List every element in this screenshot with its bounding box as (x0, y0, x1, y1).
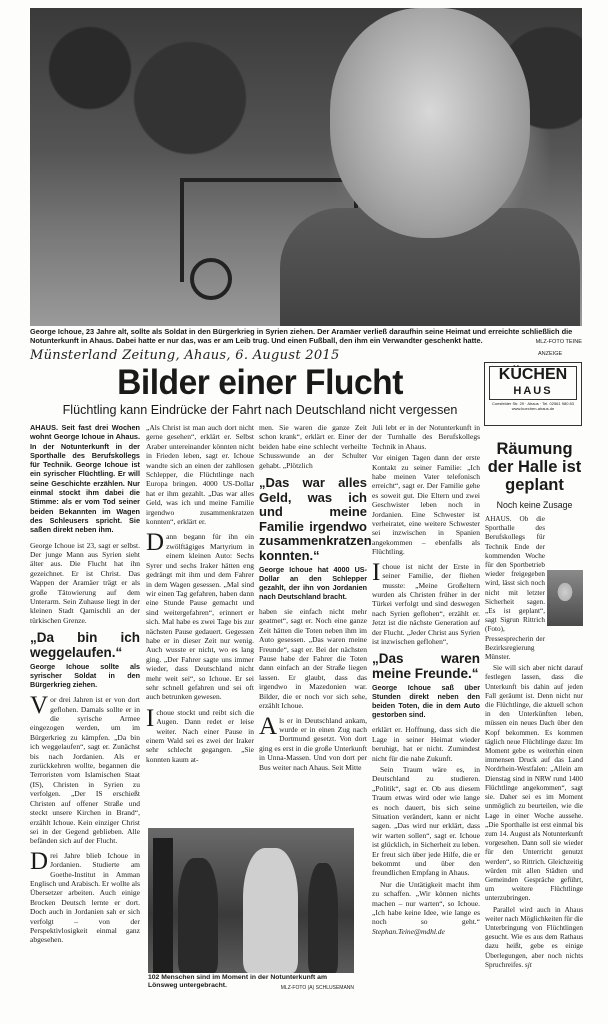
photo-credit: MLZ-FOTO TEINE (535, 339, 582, 345)
paragraph: haben sie einfach nicht mehr geatmet“, sagt er. Noch eine ganze Zeit hätten die Toten neben ihm im Auto gesessen. „Das waren meine Freunde“, sagt er. Bei der nächsten Pause habe der Fahrer die Toten dann einfach an der Straße liegen lassen. Er glaubt, dass das irgendwo in Mazedonien war. Bilder, die er noch vor sich sehe, erzählt Ichoue. (259, 607, 367, 711)
ad-logo: KÜCHEN HAUS (489, 366, 577, 400)
paragraph: Als er in Deutschland ankam, wurde er in einen Zug nach Dortmund gesetzt. Von dort ging es erst in die große Unterkunft in Unna-Massen. Und von dort per Bus weiter nach Ahaus. Seit Mitte (259, 712, 367, 772)
paragraph: Ichoue ist nicht der Erste in seiner Familie, der fliehen musste: „Meine Großeltern wurden als Christen früher in der Türkei verfolgt und sind deswegen nach Syrien geflohen“, erzählt er. Jetzt ist die nächste Generation auf der Flucht. „Jeder Christ aus Syrien ist inzwischen geflohen“, (372, 558, 480, 646)
pull-quote: „Das war alles Geld, was ich und meine Familie irgendwo zusammenkratzen konnten.“ (259, 475, 372, 563)
sidebar-signature: sjt (524, 960, 532, 969)
pull-quote: „Das waren meine Freunde.“ (372, 651, 480, 681)
paragraph: men. Sie waren die ganze Zeit schon krank“, erklärt er. Einer der beiden habe eine schlecht verheilte Schusswunde an der Schulter gehabt. „Plötzlich (259, 423, 367, 470)
author-email: Stephan.Teine@mdhl.de (372, 926, 445, 936)
article-column-1 (30, 423, 140, 947)
sidebar-title: Räumung der Halle ist geplant (487, 440, 582, 494)
lead-paragraph: AHAUS. Seit fast drei Wochen wohnt George Ichoue in Ahaus. In der Notunterkunft in der Sporthalle des Berufskollegs für Technik. George Ichoue ist ein syrischer Flüchtling. Er will seine Geschichte erzählen. Nur einmal stockt ihm dabei die Stimme: als er vom Tod seiner beiden Bekannten im Wagen des Schleusers spricht. Sie saßen direkt neben ihm. (30, 423, 140, 535)
paragraph: „Als Christ ist man auch dort nicht gerne gesehen“, erklärt er. Selbst Araber untereinander könnten nicht in Frieden leben, sagt er. Ichoue wandte sich an einen der zahllosen Schlepper, die Flüchtlinge nach Europa bringen. 4000 US-Dollar hat er ihm gezahlt. „Das war alles Geld, was ich und meine Familie irgendwo zusammenkratzen konnten“, erklärt er. (146, 423, 254, 527)
paragraph: Vor einigen Tagen dann der erste Kontakt zu seiner Familie: „Ich habe meinen Vater telefonisch erreicht“, sagt er. Der Familie gehe es soweit gut. Die Eltern und zwei Geschwister leben noch in Jordanien. Eine Schwester ist verheiratet, eine weitere Schwester sei inzwischen in Spanien angekommen – ebenfalls als Flüchtling. (372, 453, 480, 557)
article-column-2 (146, 423, 254, 766)
main-photo (30, 8, 582, 326)
article-column-3 (259, 423, 372, 774)
paragraph: Sie will sich aber nicht darauf festlegen lassen, dass die Unterkunft bis dahin auf jeden Fall geräumt ist. Denn nicht nur die Flüchtlinge, die aktuell schon in den Unterkünften leben, müssen ein neues Dach über den Kopf bekommen. Es kommen täglich neue Flüchtlinge dazu: Im Moment gebe es weiterhin einen immensen Druck auf das Land Nordrhein-Westfalen: „Allein am Dienstag sind in NRW rund 1400 Flüchtlinge angekommen“, sagt sie. Daher sei es im Moment unmöglich zu beurteilen, wie die Lage in einer Woche aussehe. „Die Sporthalle ist erst einmal bis zum 14. August als Notunterkunft vorgesehen. Dann soll sie wieder für den Unterricht genutzt werden“, so Rittrich. Gleichzeitig würden mit allen Städten und Gemeinden Gespräche geführt, um weitere Flüchtlinge unterzubringen. (485, 664, 583, 903)
sidebar-subtitle: Noch keine Zusage (496, 500, 573, 510)
paragraph: Nur die Untätigkeit macht ihm zu schaffen. „Wir können nichts machen – nur warten“, so Ichoue. „Ich habe keine Idee, wie lange es noch so geht.“ Stephan.Teine@mdhl.de (372, 879, 480, 936)
subheadline: Flüchtling kann Eindrücke der Fahrt nach Deutschland nicht vergessen (62, 403, 458, 417)
headline: Bilder einer Flucht (117, 363, 403, 402)
ad-address: Coesfelder Str. 29 · Ahaus · Tel. 02561 980 83 www.kuechen-ahaus.de (492, 401, 574, 411)
shelter-photo (148, 828, 354, 973)
paragraph: AHAUS. Ob die Sporthalle des Berufskollegs für Technik Ende der kommenden Woche für den Sportbetrieb wieder freigegeben wird, lässt sich noch nicht mit letzter Sicherheit sagen. „Es ist geplant“, sagt Sigrun Rittrich (Foto), Pressesprecherin der Bezirksregierung Münster. (485, 515, 545, 662)
paragraph: Vor drei Jahren ist er von dort geflohen. Damals sollte er in die syrische Armee eingezogen werden, um im Bürgerkrieg zu kämpfen. „Da bin ich weggelaufen“, sagt er. Zunächst bis nach Jordanien. Als er zurückkehren wollte, begannen die Terroristen vom Islamischen Staat (IS), Christen in Syrien zu verfolgen. „Der IS erschießt Christen auf offener Straße und steckt unsere Kirchen in Brand“, erzählt Ichoue. Kein einziger Christ sei in der Gegend geblieben. Alle befänden sich auf der Flucht. (30, 692, 140, 846)
handwritten-source-note: Münsterland Zeitung, Ahaus, 6. August 2015 (30, 348, 340, 363)
kuechen-haus-ad (484, 362, 582, 426)
paragraph: erklärt er. Hoffnung, dass sich die Lage in seiner Heimat wieder beruhigt, hat er nicht. Zumindest nicht für die nahe Zukunft. (372, 725, 480, 763)
shelter-photo-credit: MLZ-FOTO (A) SCHLUSEMANN (280, 985, 354, 992)
paragraph: Parallel wird auch in Ahaus weiter nach Möglichkeiten für die Unterbringung von Flüchtlingen gesucht. Wie es aus dem Rathaus dazu heißt, gebe es einige Überlegungen, aber noch nichts Spruchreifes. sjt (485, 905, 583, 969)
pull-quote: „Da bin ich weggelaufen.“ (30, 630, 140, 660)
paragraph: Dann begann für ihn ein zwölftägiges Martyrium in einem kleinen Auto: Sechs Syrer und sechs Iraker hätten eng gedrängt mit ihm und dem Fahrer in dem Wagen gesessen. „Mal sind wir einen Tag gefahren, haben dann eine Stunde Pause gemacht und sind weitergefahren“, erinnert er sich. Mal habe es zwei Tage bis zur nächsten Pause gedauert. Gegessen habe er in dieser Zeit nur wenig. Auch wusste er nicht, wo es lang ging. „Der Fahrer sagte uns immer wieder, dass Deutschland nicht mehr weit sei“, so Ichoue. Er sei sehr schnell gefahren und sei oft auch betrunken gewesen. (146, 529, 254, 702)
pull-quote-caption: George Ichoue hat 4000 US-Dollar an den Schlepper gezahlt, der ihn von Jordanien nach Deutschland bracht. (259, 565, 367, 602)
pull-quote-caption: George Ichoue saß über Stunden direkt neben den beiden Toten, die in dem Auto gestorben sind. (372, 683, 480, 720)
ad-label: ANZEIGE (538, 351, 563, 357)
paragraph: Ichoue stockt und reibt sich die Augen. Dann redet er leise weiter. Nach einer Pause in einem Wald sei es zwei der Iraker sehr schlecht gegangen. „Sie konnten kaum at- (146, 704, 254, 764)
paragraph: Sein Traum wäre es, in Deutschland zu studieren. „Politik“, sagt er. Ob aus diesem Traum etwas wird oder wie lange es noch dauert, bis sich seine Situation verändert, kann er nicht sagen. „Das wird nur erklärt, dass wir warten sollen“, sagt er. Ichoue ist glücklich, in Sicherheit zu leben. Er freut sich über jede Hilfe, die er bekommt und über den freundlichen Empfang in Ahaus. (372, 764, 480, 878)
article-column-4 (372, 423, 480, 938)
pull-quote-caption: George Ichoue sollte als syrischer Soldat in den Bürgerkrieg ziehen. (30, 662, 140, 690)
photo-caption: George Ichoue, 23 Jahre alt, sollte als Soldat in den Bürgerkrieg in Syrien ziehen. Der Aramäer verließ daraufhin seine Heimat und erreichte schließlich die Notunterkunft in Ahaus. Dabei hatte er nur das, was er am Leib trug. Und einen Fußball, den ihm ein Verwandter geschenkt hatte. MLZ-FOTO TEINE (30, 327, 582, 345)
paragraph: Drei Jahre blieb Ichoue in Jordanien. Studierte am Goethe-Institut in Amman Englisch und Arabisch. Er wollte als Übersetzer arbeiten. Auch einige Brocken Deutsch lernte er dort. Doch auch in Jordanien sah er sich verfolgt – von der Perspektivlosigkeit einmal ganz abgesehen. (30, 847, 140, 945)
paragraph: Juli lebt er in der Notunterkunft in der Turnhalle des Berufskollegs Technik in Ahaus. (372, 423, 480, 451)
paragraph: George Ichoue ist 23, sagt er selbst. Der junge Mann aus Syrien sieht älter aus. Die Flucht hat ihn gezeichnet. Er ist Christ. Das Wappen der Aramäer trägt er als große Tätowierung auf dem Unterarm. Sein Zuhause liegt in der kleinen Stadt Qamischli an der türkischen Grenze. (30, 540, 140, 625)
shelter-photo-caption: 102 Menschen sind im Moment in der Notunterkunft am Lönsweg untergebracht. MLZ-FOTO (A) SCHLUSEMANN (148, 974, 354, 992)
sidebar-article (485, 515, 583, 972)
